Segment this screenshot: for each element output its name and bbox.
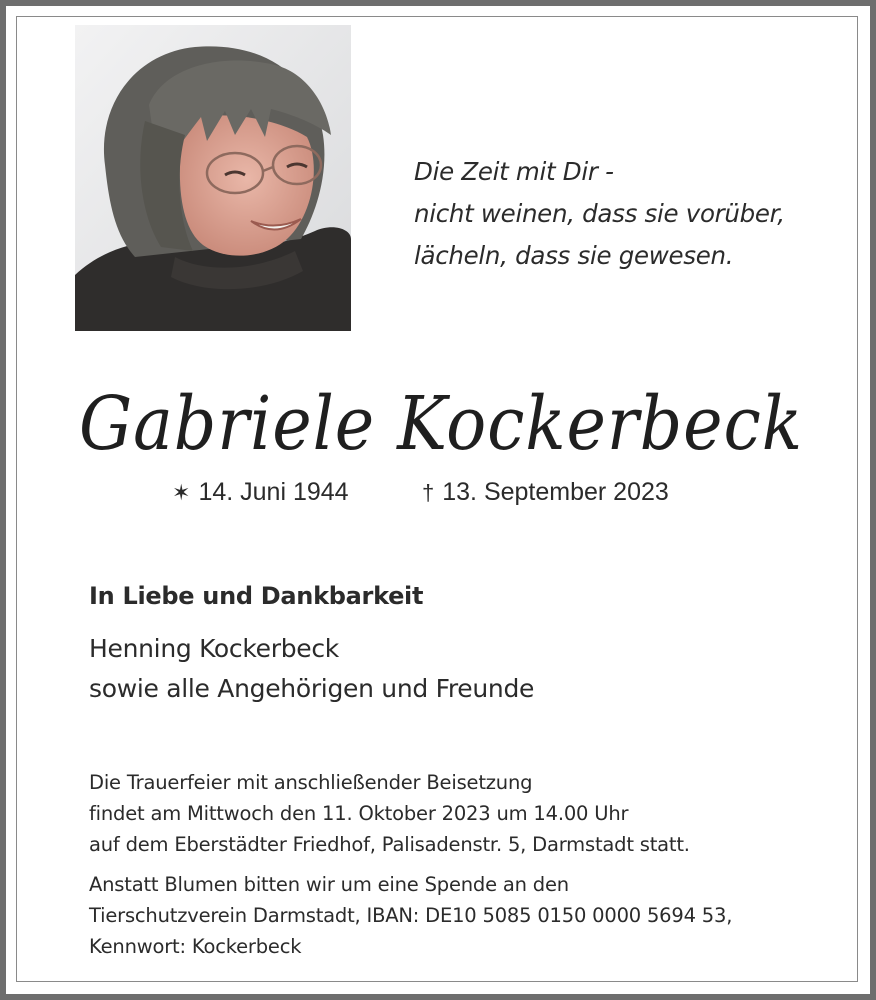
donation-line: Anstatt Blumen bitten wir um eine Spende an den (89, 873, 569, 896)
mourner-line: sowie alle Angehörigen und Freunde (89, 674, 535, 703)
mourners-list (89, 629, 534, 709)
death-cross-icon: † (422, 480, 435, 505)
mourner-line: Henning Kockerbeck (89, 634, 339, 663)
birth-star-icon: ✶ (172, 480, 191, 505)
memorial-quote (414, 151, 785, 277)
birth-date (172, 478, 349, 507)
donation-line: Tierschutzverein Darmstadt, IBAN: DE10 5085 0150 0000 5694 53, (89, 904, 733, 927)
deceased-name-text: Gabriele Kockerbeck (79, 381, 803, 467)
funeral-line: findet am Mittwoch den 11. Oktober 2023 um 14.00 Uhr (89, 802, 629, 825)
quote-line: nicht weinen, dass sie vorüber, (414, 199, 785, 228)
funeral-line: auf dem Eberstädter Friedhof, Palisadenstr. 5, Darmstadt statt. (89, 833, 690, 856)
donation-line: Kennwort: Kockerbeck (89, 935, 302, 958)
funeral-details (89, 767, 690, 860)
portrait-photo (75, 25, 351, 331)
quote-line: Die Zeit mit Dir - (414, 157, 614, 186)
mourners-heading: In Liebe und Dankbarkeit (89, 582, 424, 610)
funeral-line: Die Trauerfeier mit anschließender Beisetzung (89, 771, 533, 794)
donation-notice (89, 869, 732, 962)
obituary-inner-frame (16, 16, 858, 982)
quote-line: lächeln, dass sie gewesen. (414, 241, 734, 270)
death-date (422, 478, 669, 507)
birth-date-text: 14. Juni 1944 (198, 478, 349, 506)
death-date-text: 13. September 2023 (442, 478, 669, 506)
deceased-name (77, 363, 807, 475)
